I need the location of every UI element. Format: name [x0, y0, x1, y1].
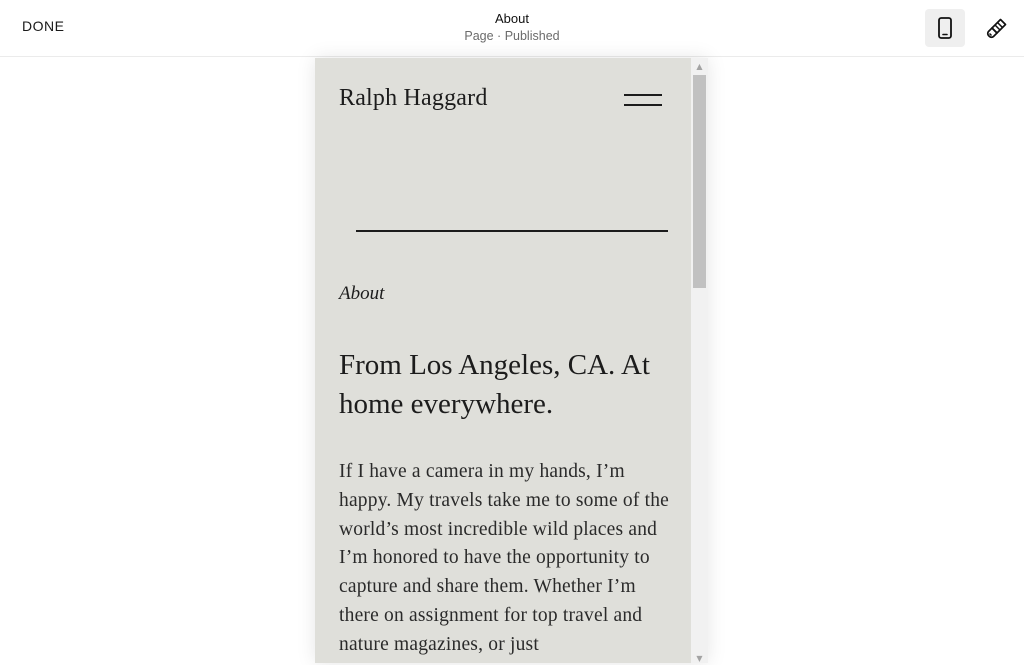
scrollbar-thumb[interactable] — [693, 75, 706, 288]
mobile-preview-button[interactable] — [925, 9, 965, 47]
design-button[interactable] — [978, 9, 1016, 47]
mobile-phone-icon — [938, 17, 952, 39]
preview-scrollbar[interactable] — [691, 58, 708, 663]
scroll-down-arrow-icon[interactable]: ▼ — [696, 653, 703, 663]
page-title: About — [495, 11, 529, 26]
mobile-preview-frame[interactable] — [315, 58, 691, 663]
divider-line — [356, 230, 668, 232]
headline: From Los Angeles, CA. At home everywhere. — [339, 349, 650, 420]
hamburger-menu-icon[interactable] — [624, 92, 662, 108]
site-title[interactable]: Ralph Haggard — [339, 85, 488, 111]
editor-toolbar — [0, 0, 1024, 57]
page-status: Page · Published — [464, 29, 560, 43]
section-label: About — [339, 283, 385, 304]
scroll-up-arrow-icon[interactable]: ▲ — [696, 61, 703, 71]
done-button[interactable]: DONE — [22, 18, 65, 34]
paint-brush-icon — [986, 17, 1008, 39]
page-title-block — [0, 11, 1024, 45]
body-text: If I have a camera in my hands, I’m happy. My travels take me to some of the world’s most incredible wild places and I’m honored to have the opportunity to capture and share them. Whether I’m there on assignment for top travel and nature magazines, or just — [339, 461, 670, 655]
